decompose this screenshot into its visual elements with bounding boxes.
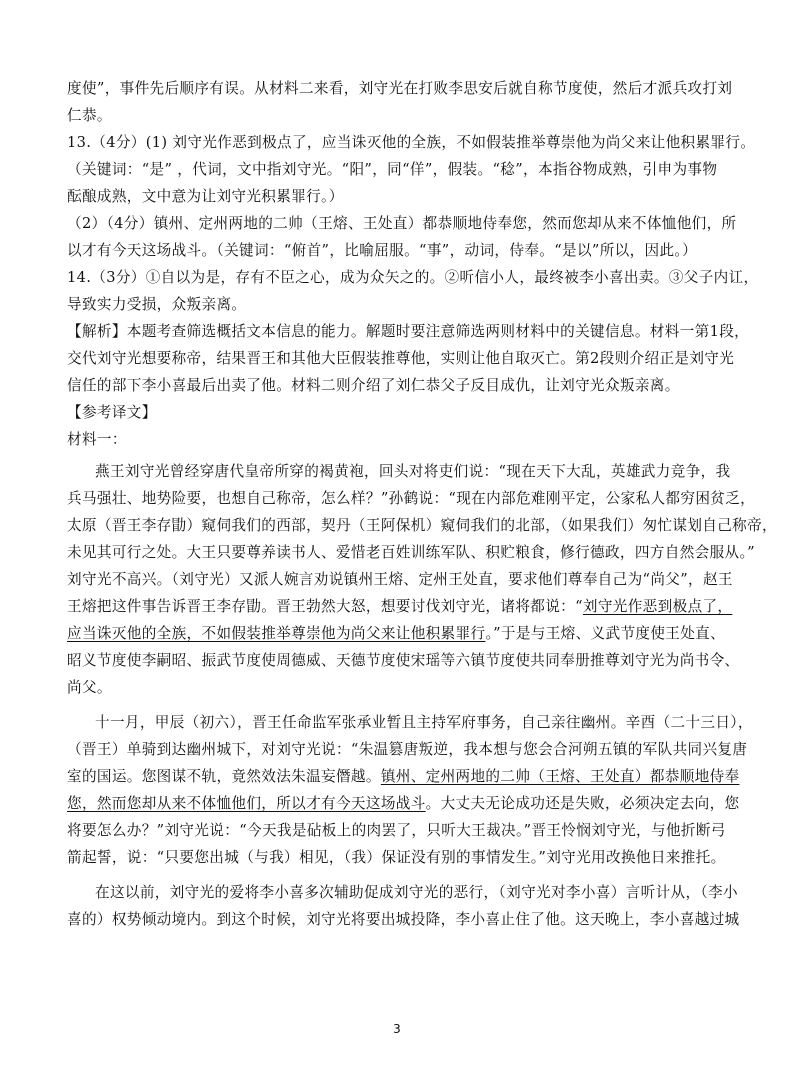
translation-heading: 【参考译文】	[67, 404, 157, 421]
answer-14: 14.（3分）①自以为是，存有不臣之心，成为众矢之的。②听信小人，最终被李小喜出卖。③父子内讧，	[67, 269, 759, 286]
text-line: 交代刘守光想要称帝，结果晋王和其他大臣假装推尊他，实则让他自取灭亡。第2段则介绍正是刘守光	[67, 350, 735, 367]
answer-13-2: （2）（4分）镇州、定州两地的二帅（王熔、王处直）都恭顺地侍奉您，然而您却从来不体恤他们，所	[67, 215, 737, 232]
underlined-sentence: 镇州、定州两地的二帅（王熔、王处直）都恭顺地侍奉	[380, 768, 740, 785]
text-line: 十一月，甲辰（初六），晋王任命监军张承业暂且主持军府事务，自己亲往幽州。辛酉（二十三日），	[95, 714, 753, 731]
text-line: 仁恭。	[67, 107, 112, 124]
text-line: 燕王刘守光曾经穿唐代皇帝所穿的褐黄袍，回头对将吏们说：“现在天下大乱，英雄武力竞争，我	[95, 463, 731, 480]
text-line: 在这以前，刘守光的爱将李小喜多次辅助促成刘守光的恶行，（刘守光对李小喜）言听计从，（李小	[95, 884, 738, 901]
text-line: 信任的部下李小喜最后出卖了他。材料二则介绍了刘仁恭父子反目成仇，让刘守光众叛亲离。	[67, 377, 680, 394]
analysis-heading-line: 【解析】本题考查筛选概括文本信息的能力。解题时要注意筛选两则材料中的关键信息。材料一第1段，	[67, 323, 750, 340]
text-line: 喜的）权势倾动境内。到这个时候，刘守光将要出城投降，李小喜止住了他。这天晚上，李小喜越过城	[67, 911, 740, 928]
page-number: 3	[393, 1022, 401, 1036]
text-segment: 。大丈夫无论成功还是失败，必须决定去向，您	[425, 795, 740, 812]
text-line: （晋王）单骑到达幽州城下，对刘守光说：“朱温篡唐叛逆，我本想与您会合河朔五镇的军队共同兴复唐	[67, 741, 748, 758]
text-line: （关键词：“是” ，代词，文中指刘守光。“阳”，同“佯”，假装。“稔”，本指谷物成熟，引申为事物	[67, 161, 718, 178]
text-line	[67, 767, 740, 787]
text-line	[67, 794, 740, 814]
text-line: 箭起誓，说：“只要您出城（与我）相见，（我）保证没有别的事情发生。”刘守光用改换他日来推托。	[67, 849, 726, 866]
text-line: 将要怎么办？”刘守光说：“今天我是砧板上的肉罢了，只听大王裁决。”晋王怜悯刘守光，与他折断弓	[67, 822, 726, 839]
text-line	[67, 624, 727, 644]
text-line: 酝酿成熟，文中意为让刘守光积累罪行。）	[67, 188, 344, 205]
text-line: 度使”，事件先后顺序有误。从材料二来看，刘守光在打败李思安后就自称节度使，然后才派兵攻打刘	[67, 80, 733, 97]
underlined-sentence: 您，然而您却从来不体恤他们，所以才有今天这场战斗	[67, 795, 426, 812]
text-line: 刘守光不高兴。（刘守光）又派人婉言劝说镇州王熔、定州王处直，要求他们尊奉自己为“尚父”，赵王	[67, 571, 733, 588]
text-segment: 。”于是与王熔、义武节度使王处直、	[485, 625, 726, 642]
text-line: 以才有今天这场战斗。（关键词：“俯首”，比喻屈服。“事”，动词，侍奉。“是以”所以，因此。）	[67, 242, 698, 259]
text-line: 尚父。	[67, 679, 112, 696]
text-line	[67, 597, 733, 617]
text-line: 太原（晋王李存勖）窥伺我们的西部，契丹（王阿保机）窥伺我们的北部，（如果我们）匆忙谋划自己称帝，	[67, 517, 778, 534]
text-segment: 室的国运。您图谋不轨，竟然效法朱温妄僭越。	[67, 768, 381, 785]
underlined-sentence: 刘守光作恶到极点了，	[582, 598, 733, 615]
text-line: 兵马强壮、地势险要，也想自己称帝，怎么样？”孙鹤说：“现在内部危难刚平定，公家私人都穷困贫乏，	[67, 490, 756, 507]
underlined-sentence: 应当诛灭他的全族，不如假装推举尊崇他为尚父来让他积累罪行	[67, 625, 486, 642]
text-line: 昭义节度使李嗣昭、振武节度使周德威、天德节度使宋瑶等六镇节度使共同奉册推尊刘守光为尚书令、	[67, 652, 740, 669]
text-line: 未见其可行之处。大王只要尊养读书人、爱惜老百姓训练军队、积贮粮食，修行德政，四方自然会服从。”	[67, 544, 755, 561]
text-line: 导致实力受损，众叛亲离。	[67, 296, 247, 313]
text-segment: 王熔把这件事告诉晋王李存勖。晋王勃然大怒，想要讨伐刘守光，诸将都说：“	[67, 598, 583, 615]
material-one-label: 材料一：	[67, 431, 127, 448]
answer-13-1: 13.（4分）(1) 刘守光作恶到极点了，应当诛灭他的全族，不如假装推举尊崇他为尚父来让他积累罪行。	[67, 134, 756, 151]
